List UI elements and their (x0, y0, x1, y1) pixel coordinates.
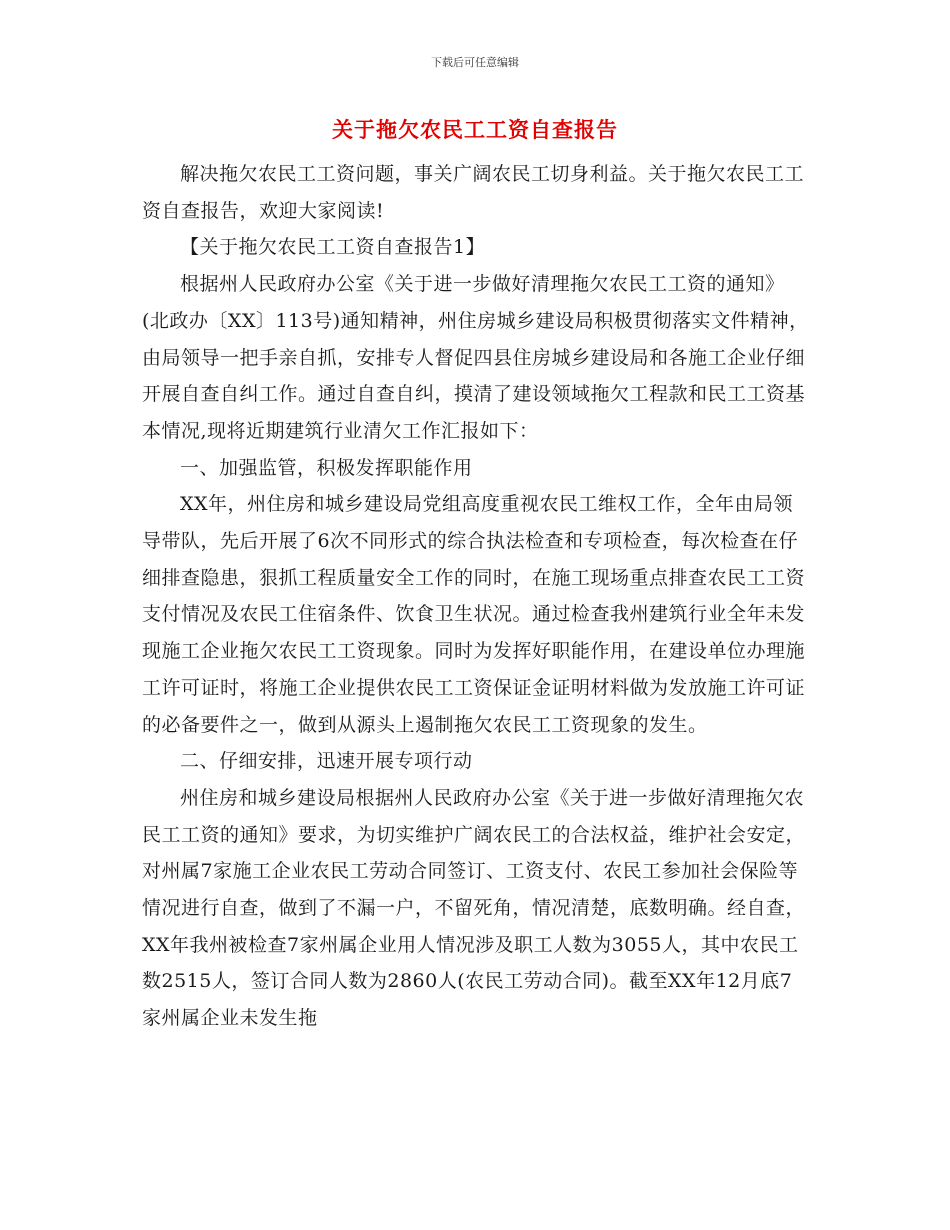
section-heading-1: 一、加强监管，积极发挥职能作用 (180, 456, 473, 479)
section-heading-report-1: 【关于拖欠农民工工资自查报告1】 (180, 236, 486, 259)
document-body (142, 156, 810, 1037)
header-note: 下载后可任意编辑 (431, 56, 519, 69)
body-paragraph: 州住房和城乡建设局根据州人民政府办公室《关于进一步做好清理拖欠农民工工资的通知》要求，为切实维护广阔农民工的合法权益，维护社会安定，对州属7家施工企业农民工劳动合同签订、工资支付、农民工参加社会保险等情况进行自查，做到了不漏一户，不留死角，情况清楚，底数明确。经自查，XX年我州被检查7家州属企业用人情况涉及职工人数为3055人，其中农民工数2515人，签订合同人数为2860人(农民工劳动合同)。截至XX年12月底7家州属企业未发生拖 (142, 786, 806, 1030)
body-paragraph: XX年，州住房和城乡建设局党组高度重视农民工维权工作，全年由局领导带队，先后开展了6次不同形式的综合执法检查和专项检查，每次检查在仔细排查隐患，狠抓工程质量安全工作的同时，在施工现场重点排查农民工工资支付情况及农民工住宿条件、饮食卫生状况。通过检查我州建筑行业全年未发现施工企业拖欠农民工工资现象。同时为发挥好职能作用，在建设单位办理施工许可证时，将施工企业提供农民工工资保证金证明材料做为发放施工许可证的必备要件之一，做到从源头上遏制拖欠农民工工资现象的发生。 (142, 493, 806, 736)
body-paragraph: 根据州人民政府办公室《关于进一步做好清理拖欠农民工工资的通知》(北政办〔XX〕113号)通知精神，州住房城乡建设局积极贯彻落实文件精神，由局领导一把手亲自抓，安排专人督促四县住房城乡建设局和各施工企业仔细开展自查自纠工作。通过自查自纠，摸清了建设领域拖欠工程款和民工工资基本情况,现将近期建筑行业清欠工作汇报如下： (142, 273, 809, 442)
document-title: 关于拖欠农民工工资自查报告 (332, 117, 618, 142)
intro-paragraph: 解决拖欠农民工工资问题，事关广阔农民工切身利益。关于拖欠农民工工资自查报告，欢迎大家阅读! (142, 163, 805, 222)
section-heading-2: 二、仔细安排，迅速开展专项行动 (180, 750, 473, 773)
